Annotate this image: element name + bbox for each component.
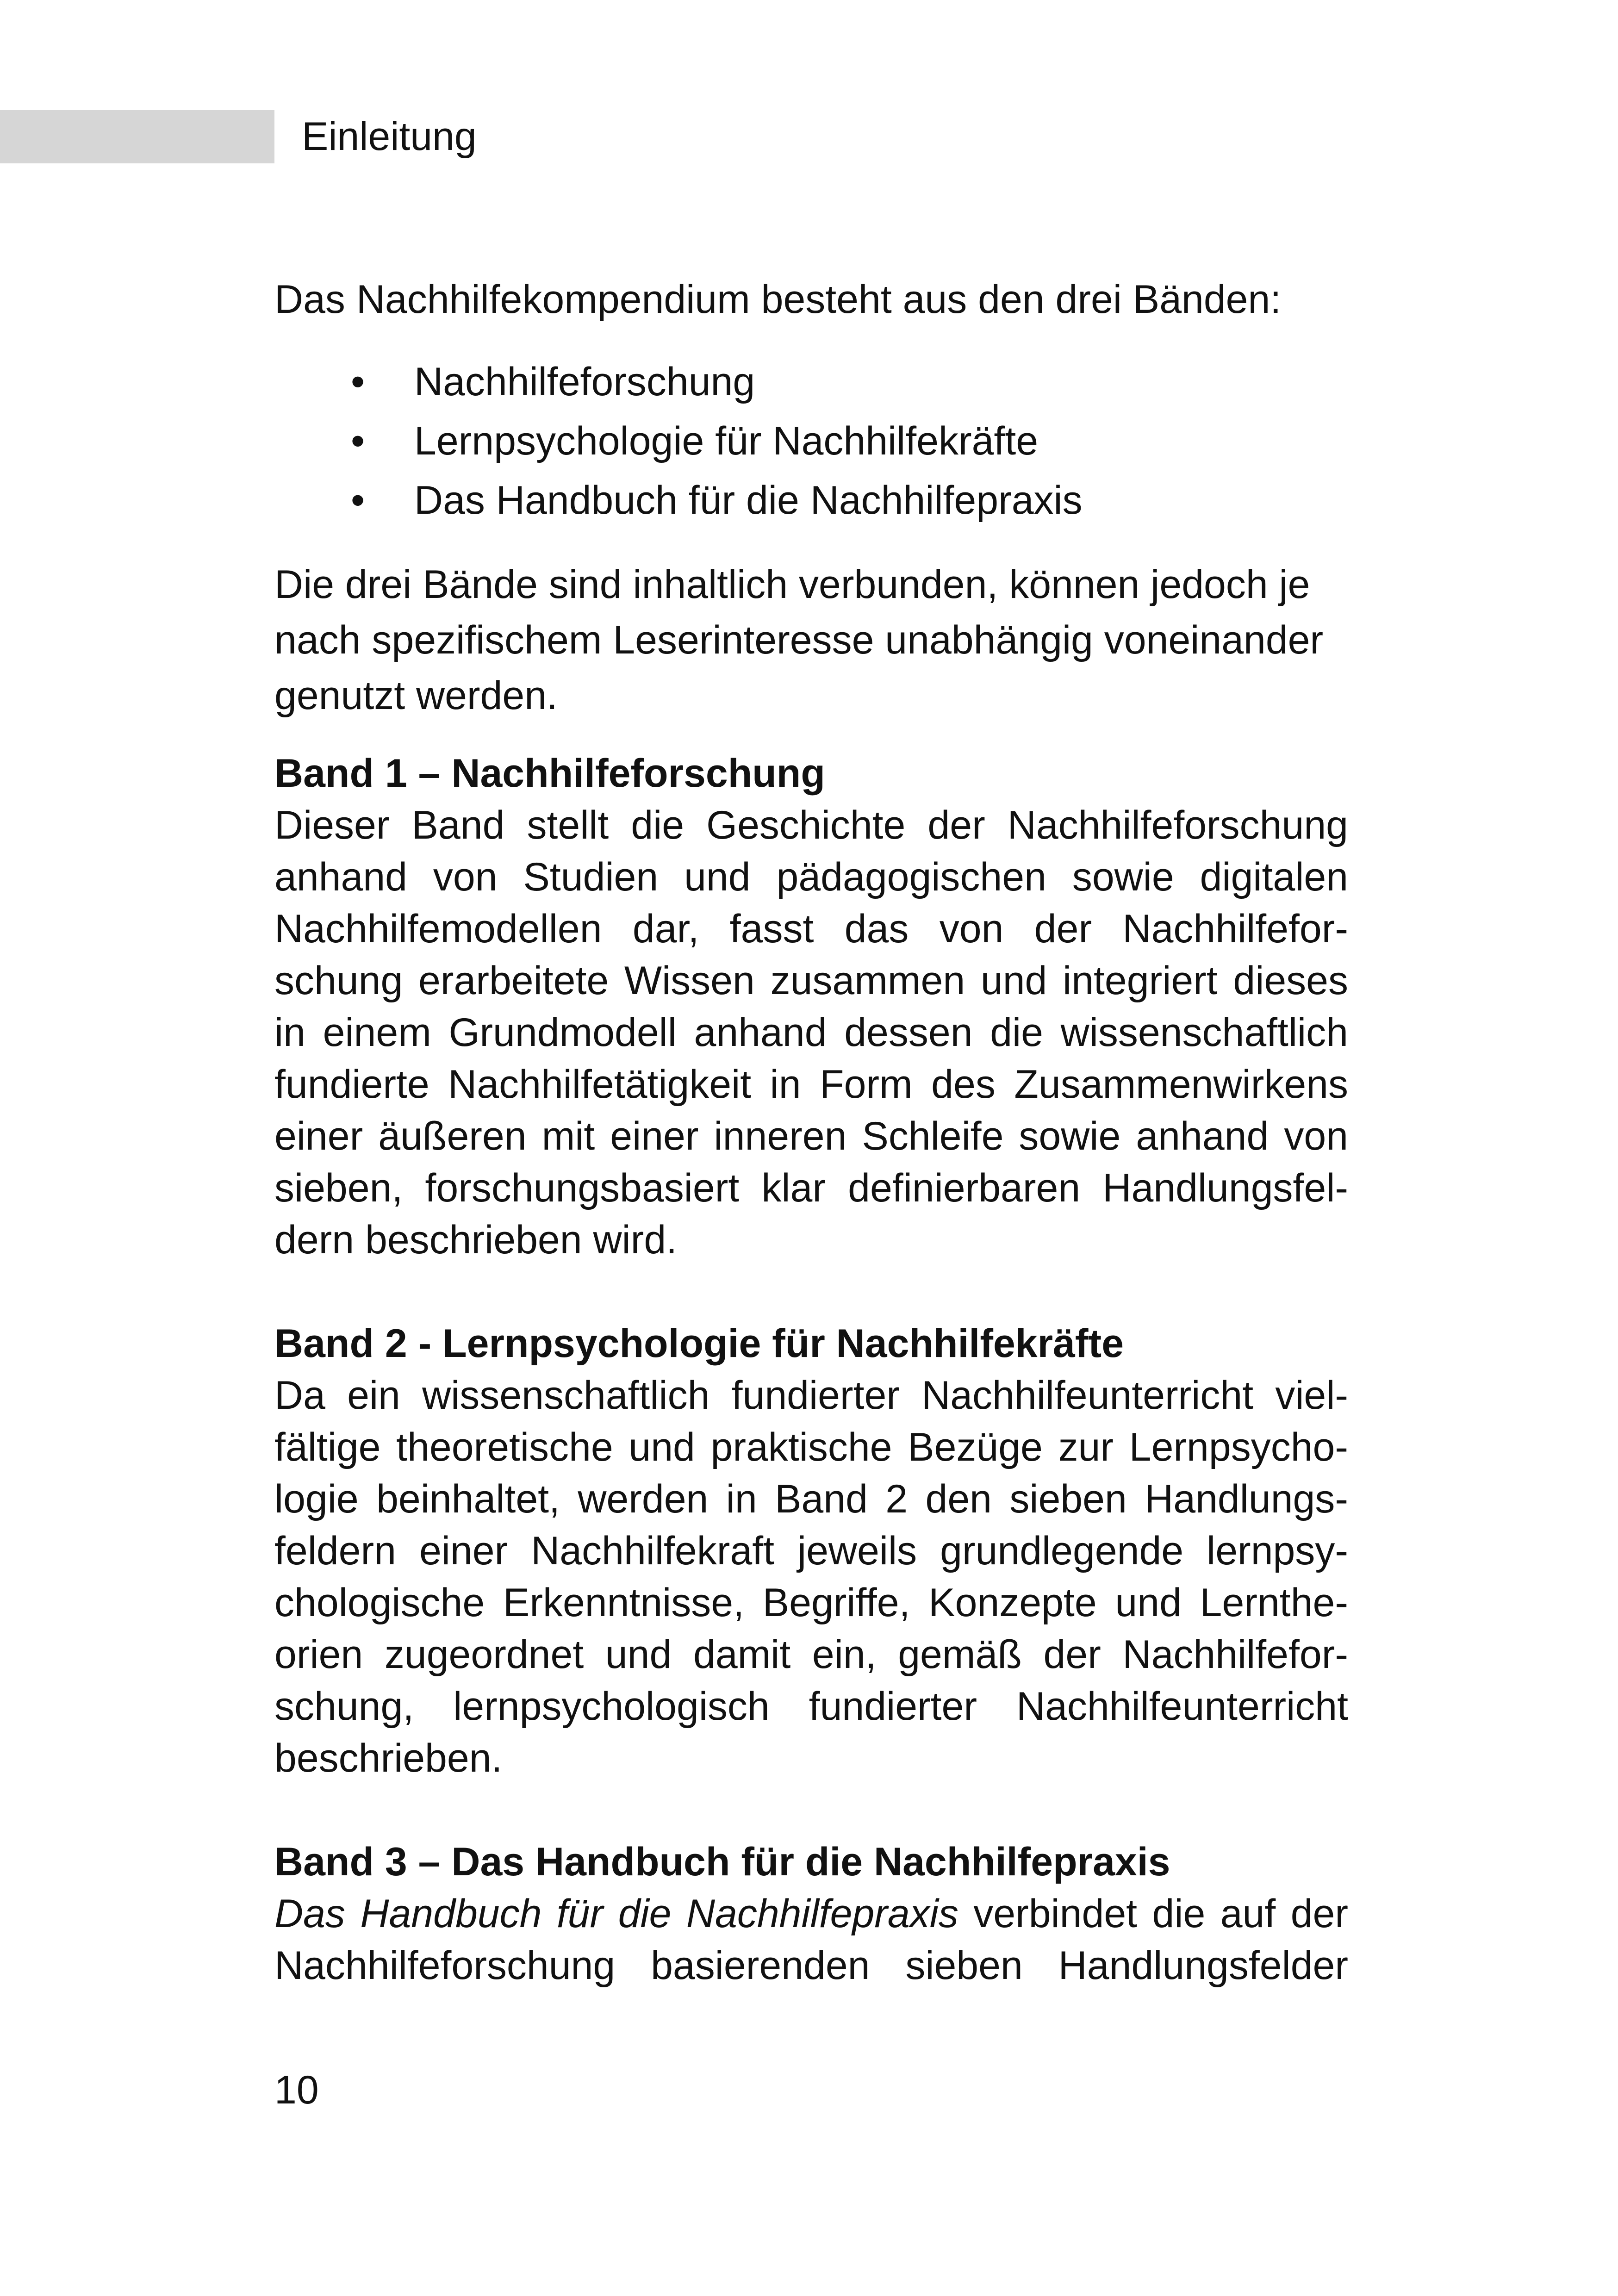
- body-line: fältige theoretische und praktische Bezüge zur Lernpsycho-: [274, 1425, 1348, 1469]
- band-3-body: [274, 1888, 1348, 1991]
- body-line: Nachhilfemodellen dar, fasst das von der Nachhilfefor-: [274, 907, 1348, 951]
- body-line: Dieser Band stellt die Geschichte der Nachhilfeforschung: [274, 803, 1348, 847]
- body-line: sieben, forschungsbasiert klar definierbaren Handlungsfel-: [274, 1166, 1348, 1210]
- connected-paragraph: [274, 557, 1348, 723]
- body-line: beschrieben.: [274, 1736, 503, 1780]
- body-line: chologische Erkenntnisse, Begriffe, Konzepte und Lernthe-: [274, 1580, 1348, 1625]
- list-item-label: Das Handbuch für die Nachhilfepraxis: [414, 478, 1083, 523]
- body-line: [274, 1888, 1348, 1940]
- paragraph-line: genutzt werden.: [274, 673, 558, 718]
- body-line: dern beschrieben wird.: [274, 1218, 678, 1262]
- header-accent-bar: [0, 110, 274, 163]
- paragraph-line: nach spezifischem Leserinteresse unabhängig voneinander: [274, 618, 1324, 662]
- body-line: in einem Grundmodell anhand dessen die wissenschaftlich: [274, 1010, 1348, 1055]
- body-line: Da ein wissenschaftlich fundierter Nachhilfeunterricht viel-: [274, 1373, 1348, 1418]
- band-1-body: [274, 799, 1348, 1266]
- list-item: [274, 411, 1348, 471]
- list-item: [274, 471, 1348, 530]
- body-line: schung, lernpsychologisch fundierter Nachhilfeunterricht: [274, 1684, 1348, 1729]
- body-line: schung erarbeitete Wissen zusammen und integriert dieses: [274, 958, 1348, 1003]
- band-2-body: [274, 1369, 1348, 1784]
- band-3-heading: Band 3 – Das Handbuch für die Nachhilfepraxis: [274, 1840, 1170, 1884]
- body-line: orien zugeordnet und damit ein, gemäß der Nachhilfefor-: [274, 1632, 1348, 1677]
- band-3-section: [274, 1836, 1348, 1991]
- page-content: [274, 271, 1348, 1991]
- list-item-label: Nachhilfeforschung: [414, 360, 755, 404]
- page-number: 10: [274, 2068, 319, 2112]
- running-header-title: Einleitung: [302, 114, 477, 159]
- body-line: einer äußeren mit einer inneren Schleife sowie anhand von: [274, 1114, 1348, 1158]
- body-line-rest: verbindet die auf der: [958, 1892, 1348, 1936]
- band-1-heading: Band 1 – Nachhilfeforschung: [274, 751, 825, 796]
- body-line: fundierte Nachhilfetätigkeit in Form des Zusammenwirkens: [274, 1062, 1348, 1107]
- intro-paragraph: Das Nachhilfekompendium besteht aus den drei Bänden:: [274, 277, 1282, 322]
- list-item: [274, 352, 1348, 411]
- body-line: anhand von Studien und pädagogischen sowie digitalen: [274, 855, 1348, 899]
- bullet-icon: •: [350, 360, 365, 404]
- list-item-label: Lernpsychologie für Nachhilfekräfte: [414, 419, 1039, 463]
- bullet-icon: •: [350, 478, 365, 523]
- body-line: Nachhilfeforschung basierenden sieben Handlungsfelder: [274, 1943, 1348, 1988]
- band-2-section: [274, 1318, 1348, 1784]
- bullet-icon: •: [350, 419, 365, 463]
- band-2-heading: Band 2 - Lernpsychologie für Nachhilfekräfte: [274, 1321, 1124, 1366]
- body-line: logie beinhaltet, werden in Band 2 den sieben Handlungs-: [274, 1477, 1348, 1521]
- paragraph-line: Die drei Bände sind inhaltlich verbunden, können jedoch je: [274, 562, 1310, 607]
- body-line: feldern einer Nachhilfekraft jeweils grundlegende lernpsy-: [274, 1529, 1348, 1573]
- bands-list: [274, 352, 1348, 530]
- book-title-italic: Das Handbuch für die Nachhilfepraxis: [274, 1892, 958, 1936]
- band-1-section: [274, 747, 1348, 1266]
